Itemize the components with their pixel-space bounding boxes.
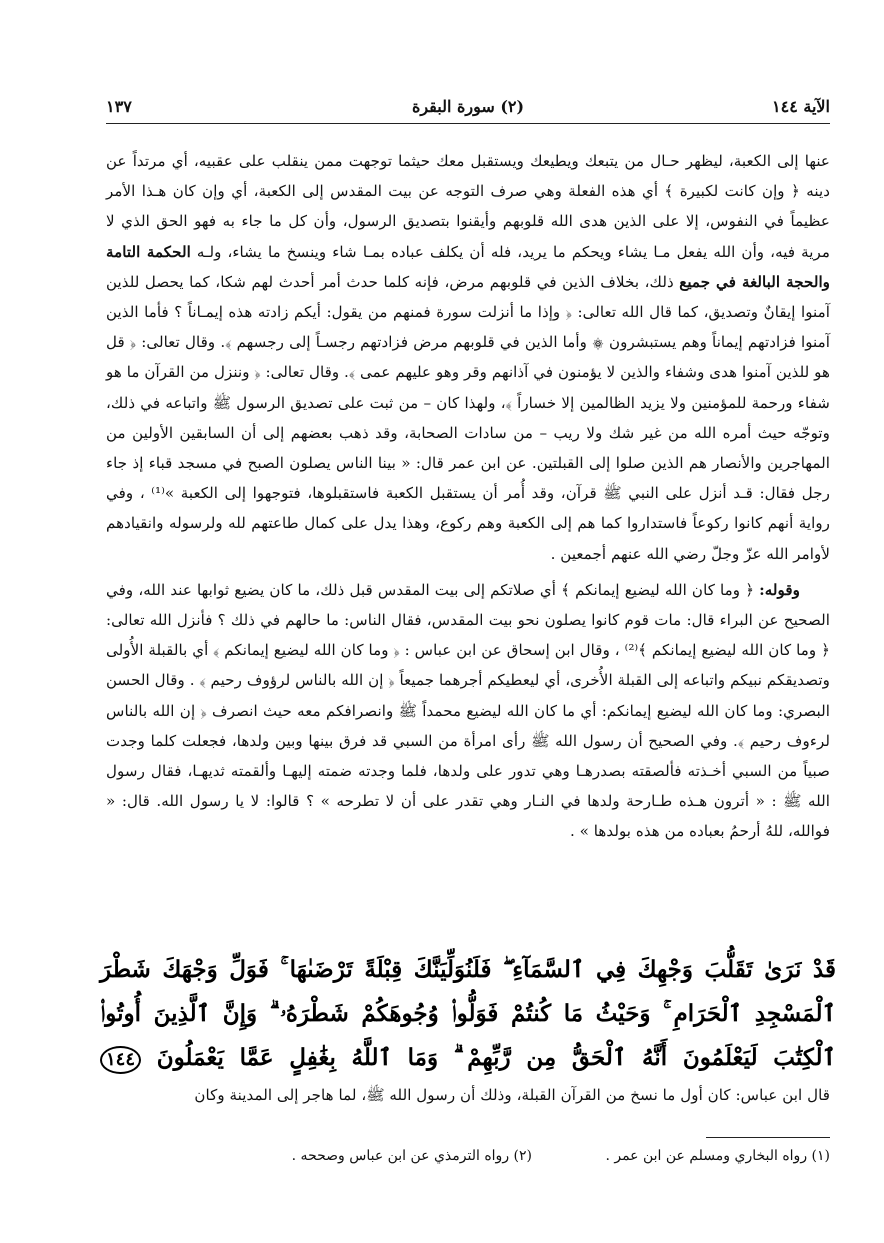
surah-label: (٢) سورة البقرة [411, 97, 525, 116]
paragraph-1-part-a: عنها إلى الكعبة، ليظهر حـال من يتبعك ويطيعك ويستقبل معك حيثما توجهت ممن ينقلب على عقبيه، أي مرتداً عن دينه ﴿ وإن كانت لكبيرة ﴾ أي هذه الفعلة وهي صرف التوجه عن بيت المقدس إلى الكعبة، أي وإن كان هـذا الأمر عظيماً في النفوس، إلا على الذين هدى الله قلوبهم وأيقنوا بتصديق الرسول، وأن كل ما جاء به فهو الحق الذي لا مرية فيه، وأن الله يفعل مـا يشاء ويحكم ما يريد، فله أن يكلف عباده بمـا شاء وينسخ ما يشاء، ولـه [106, 152, 831, 261]
commentary-continuation [106, 1080, 830, 1110]
commentary-body [106, 146, 830, 847]
footnote-2: (٢) رواه الترمذي عن ابن عباس وصححه . [291, 1148, 532, 1164]
commentary-paragraph-2 [106, 575, 830, 847]
page-header [106, 95, 830, 121]
footnote-divider [706, 1137, 830, 1138]
verse-label: الآية ١٤٤ [772, 97, 830, 116]
page-number: ١٣٧ [106, 97, 132, 116]
footnote-1: (١) رواه البخاري ومسلم عن ابن عمر . [605, 1148, 830, 1164]
quran-verse-block [100, 948, 836, 1080]
paragraph-2-keyword: وقوله: [759, 580, 800, 599]
paragraph-1-bold-phrase: الحكمة التامة والحجة البالغة في جميع [106, 242, 831, 291]
paragraph-1-part-b: ذلك، بخلاف الذين في قلوبهم مرض، فإنه كلما حدث أمر أحدث لهم شكا، كما يحصل للذين آمنوا إيقانٌ وتصديق، كما قال الله تعالى: ﴿ وإذا ما أنزلت سورة فمنهم من يقول: أيكم زادته هذه إيمـاناً ؟ فأما الذين آمنوا فزادتهم إيماناً وهم يستبشرون ۞ وأما الذين في قلوبهم مرض فزادتهم رجسـاً إلى رجسهم ﴾. وقال تعالى: ﴿ قل هو للذين آمنوا هدى وشفاء والذين لا يؤمنون في آذانهم وقر وهو عليهم عمى ﴾. وقال تعالى: ﴿ وننزل من القرآن ما هو شفاء ورحمة للمؤمنين ولا يزيد الظالمين إلا خساراً ﴾، ولهذا كان – من ثبت على تصديق الرسول ﷺ واتباعه في ذلك، وتوجّه حيث أمره الله من غير شك ولا ريب – من سادات الصحابة، وقد ذهب بعضهم إلى أن السابقين الأولين من المهاجرين والأنصار هم الذين صلوا إلى القبلتين. عن ابن عمر قال: « بينا الناس يصلون الصبح في مسجد قباء إذ جاء رجل فقال: قـد أنزل على النبي ﷺ قرآن، وقد أُمر أن يستقبل الكعبة فاستقبلوها، فتوجهوا إلى الكعبة »⁽¹⁾ ، وفي رواية أنهم كانوا ركوعاً فاستداروا كما هم إلى الكعبة وهم ركوع، وهذا يدل على كمال طاعتهم لله ولرسوله وانقيادهم لأوامر الله عزّ وجلّ رضي الله عنهم أجمعين . [106, 272, 830, 563]
verse-number-marker: ١٤٤ [100, 1046, 141, 1074]
paragraph-2-text: ﴿ وما كان الله ليضيع إيمانكم ﴾ أي صلاتكم إلى بيت المقدس قبل ذلك، ما كان يضيع ثوابها عند الله، وفي الصحيح عن البراء قال: مات قوم كانوا يصلون نحو بيت المقدس، فقال الناس: ما حالهم في ذلك ؟ فأنزل الله تعالى: ﴿ وما كان الله ليضيع إيمانكم ﴾⁽²⁾ ، وقال ابن إسحاق عن ابن عباس : ﴿ وما كان الله ليضيع إيمانكم ﴾ أي بالقبلة الأُولى وتصديقكم نبيكم واتباعه إلى القبلة الأُخرى، أي ليعطيكم أجرهما جميعاً ﴿ إن الله بالناس لرؤوف رحيم ﴾ . وقال الحسن البصري: وما كان الله ليضيع إيمانكم: أي ما كان الله ليضيع محمداً ﷺ وانصرافكم معه حيث انصرف ﴿ إن الله بالناس لرءوف رحيم ﴾. وفي الصحيح أن رسول الله ﷺ رأى امرأة من السبي قد فرق بينها وبين ولدها، فجعلت كلما وجدت صبياً من السبي أخـذته فألصقته بصدرهـا وهي تدور على ولدها، فلما وجدته ضمته إليهـا وألقمته ثديهـا، فقال رسول الله ﷺ : « أترون هـذه طـارحة ولدها في النـار وهي تقدر على أن لا تطرحه » ؟ قالوا: لا يا رسول الله. قال: « فوالله، للهُ أرحمُ بعباده من هذه بولدها » . [106, 580, 830, 841]
header-divider [106, 123, 830, 124]
quran-verse-text: قَدْ نَرَىٰ تَقَلُّبَ وَجْهِكَ فِي ٱلسَّمَآءِ ۖ فَلَنُوَلِّيَنَّكَ قِبْلَةً تَرْضَىٰهَا ۚ فَوَلِّ وَجْهَكَ شَطْرَ ٱلْمَسْجِدِ ٱلْحَرَامِ ۚ وَحَيْثُ مَا كُنتُمْ فَوَلُّوا۟ وُجُوهَكُمْ شَطْرَهُۥ ۗ وَإِنَّ ٱلَّذِينَ أُوتُوا۟ ٱلْكِتَٰبَ لَيَعْلَمُونَ أَنَّهُ ٱلْحَقُّ مِن رَّبِّهِمْ ۗ وَمَا ٱللَّهُ بِغَٰفِلٍ عَمَّا يَعْمَلُونَ [100, 956, 837, 1071]
commentary-paragraph-1 [106, 146, 830, 569]
continuation-text: قال ابن عباس: كان أول ما نسخ من القرآن القبلة، وذلك أن رسول الله ﷺ، لما هاجر إلى المدينة وكان [194, 1086, 830, 1104]
